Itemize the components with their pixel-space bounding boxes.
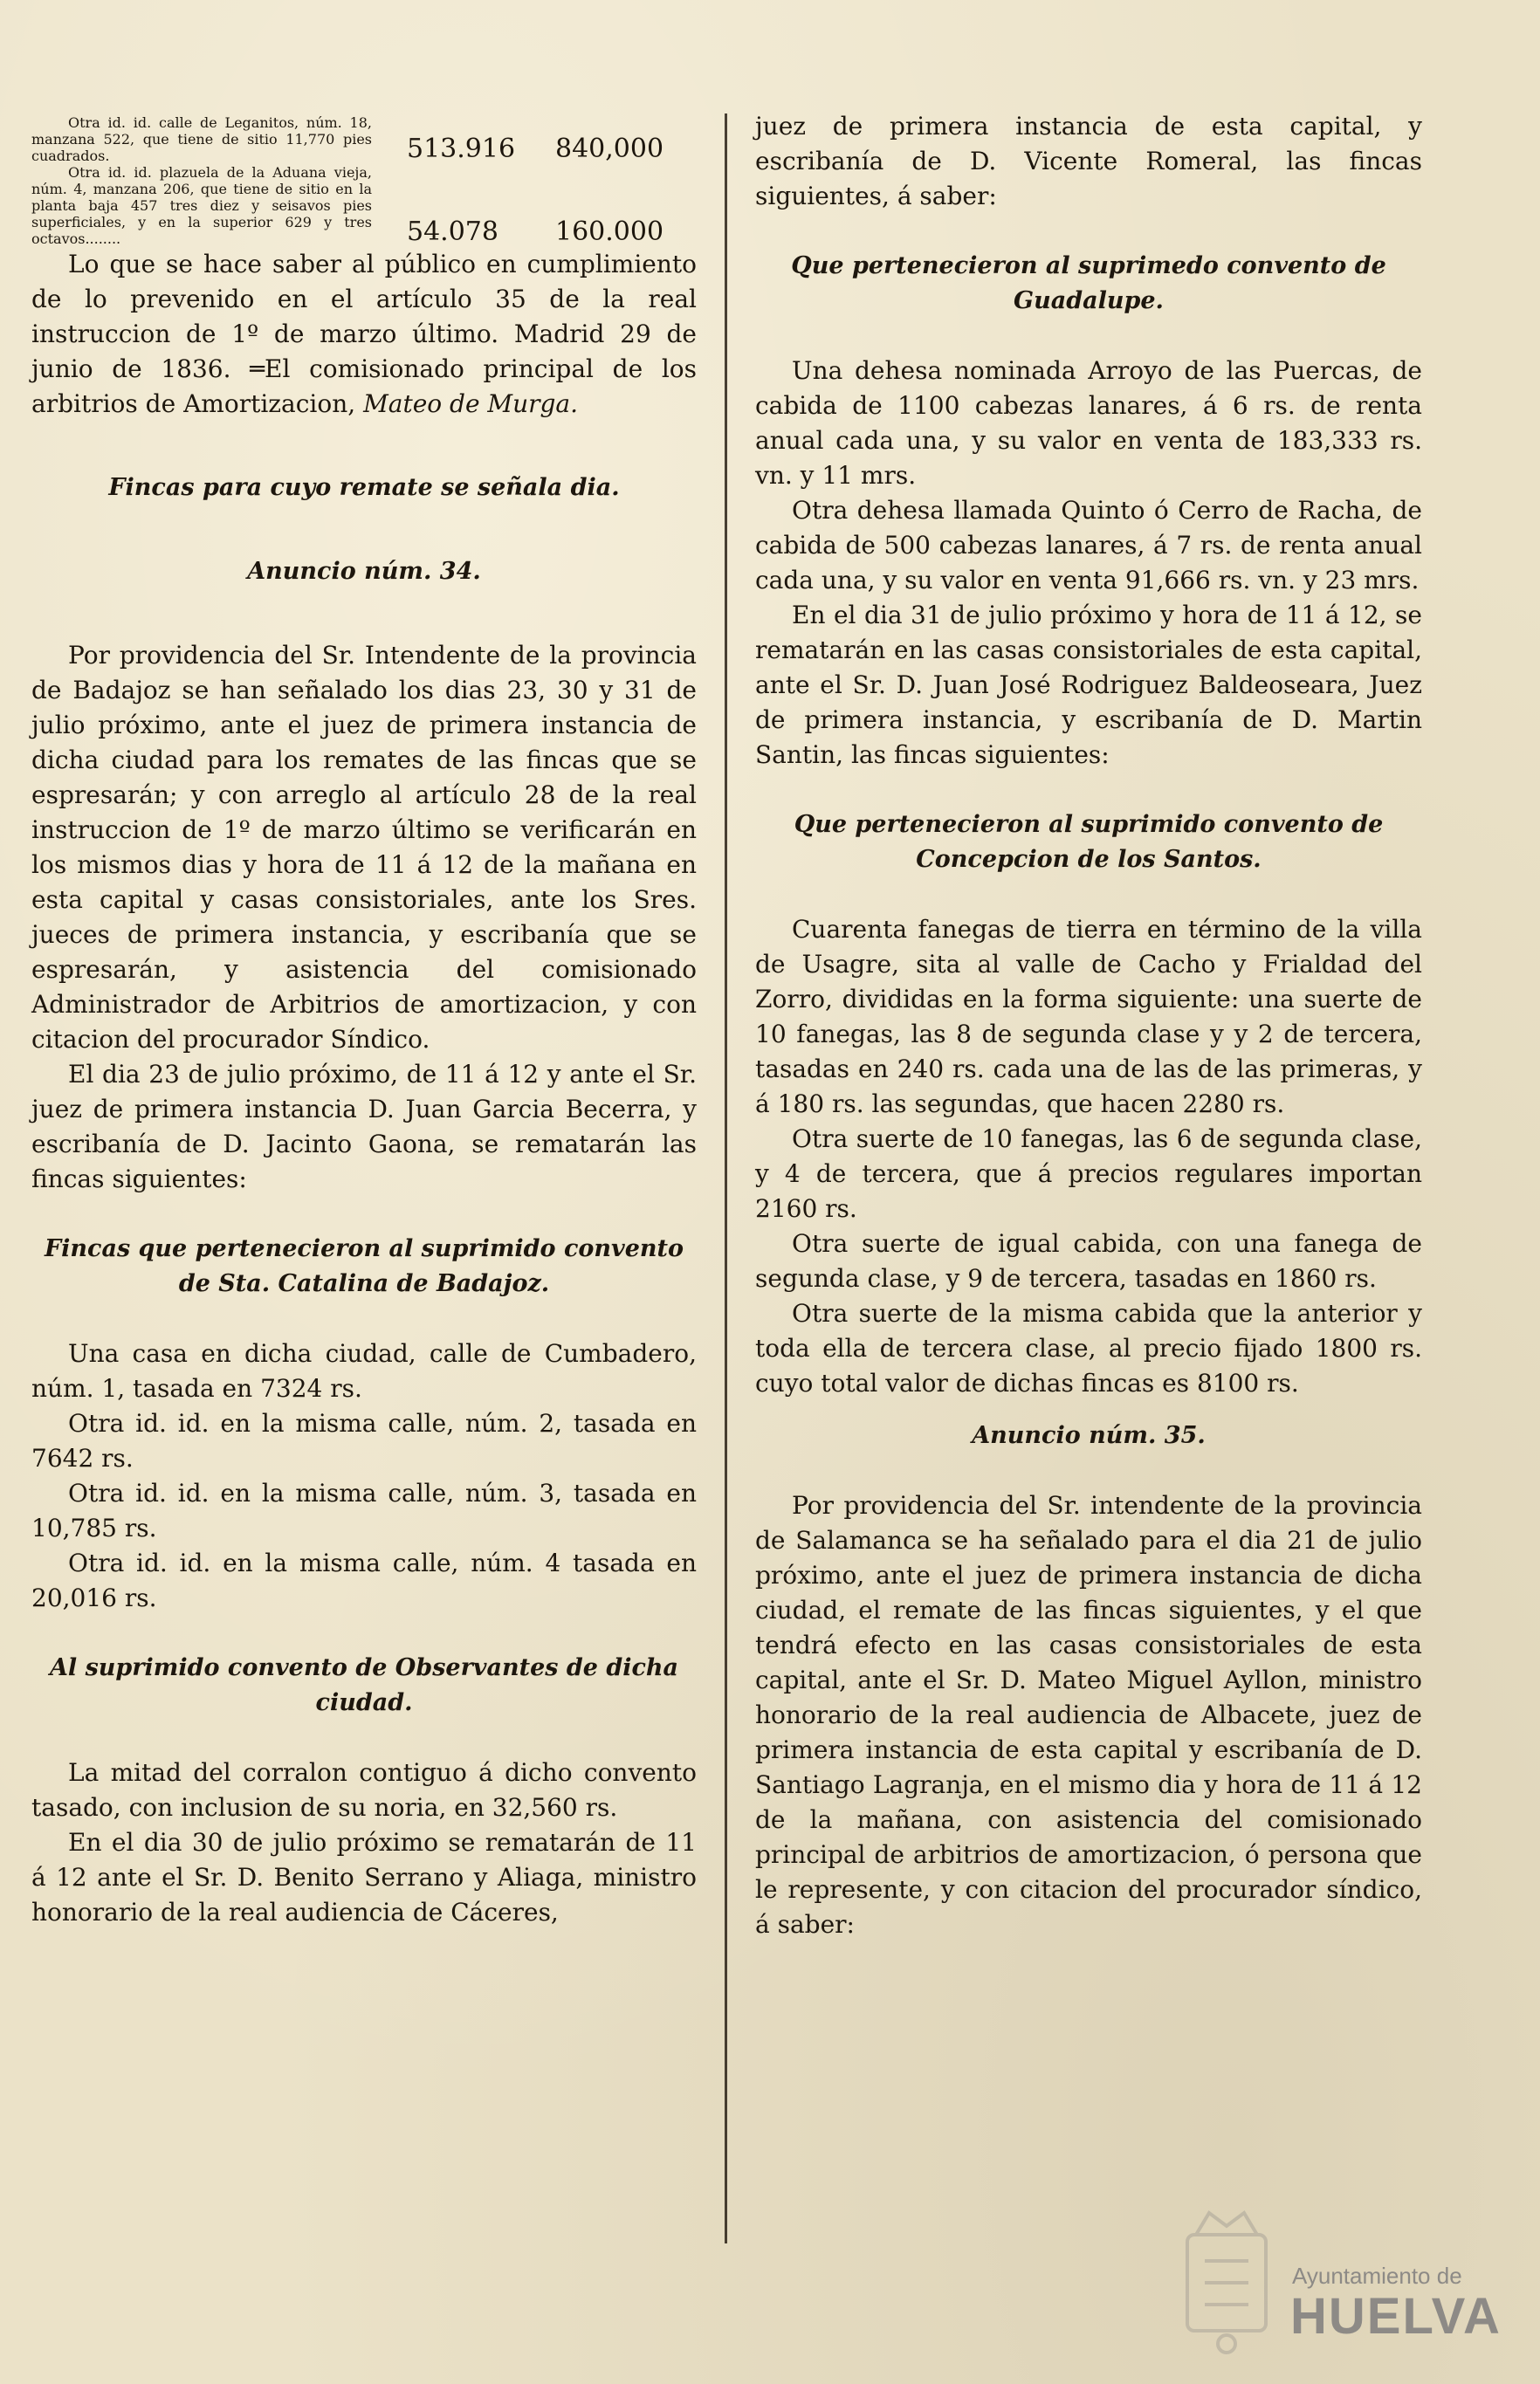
left-column (31, 109, 697, 1930)
continuation-paragraph: juez de primera instancia de esta capital, y escribanía de D. Vicente Romeral, las fincas siguientes, á saber: (755, 112, 1422, 210)
column-divider (725, 113, 727, 2243)
property-value-2: 840,000 (555, 134, 664, 164)
suerte-entry-4: Otra suerte de la misma cabida que la anterior y toda ella de tercera clase, al precio fijado 1800 rs. cuyo total valor de dichas fincas es 8100 rs. (755, 1299, 1422, 1398)
badajoz-paragraph: Por providencia del Sr. Intendente de la provincia de Badajoz se han señalado los dias 23, 30 y 31 de julio próximo, ante el juez de primera instancia de dicha ciudad para los remates de las fincas que se espresarán; y con arreglo al artículo 28 de la real instruccion de 1º de marzo último se verificarán en los mismos dias y hora de 11 á 12 de la mañana en esta capital y casas consistoriales, ante los Sres. jueces de primera instancia, y escribanía que se espresarán, y asistencia del comisionado Administrador de Arbitrios de amortizacion, y con citacion del procurador Síndico. (31, 641, 697, 1054)
dehesa-entry-1: Una dehesa nominada Arroyo de las Puercas, de cabida de 1100 cabezas lanares, á 6 rs. de renta anual cada una, y su valor en venta de 183,333 rs. vn. y 11 mrs. (755, 356, 1422, 490)
corralon-entry: La mitad del corralon contiguo á dicho convento tasado, con inclusion de su noria, en 32,560 rs. (31, 1758, 697, 1822)
concepcion-heading: Que pertenecieron al suprimido convento de Concepcion de los Santos. (794, 811, 1384, 873)
property-value-1: 54.078 (407, 216, 498, 247)
catalina-heading: Fincas que pertenecieron al suprimido convento de Sta. Catalina de Badajoz. (44, 1235, 684, 1297)
property-entry-leganitos (31, 114, 697, 164)
remate-30-julio-paragraph: En el dia 30 de julio próximo se rematarán de 11 á 12 ante el Sr. D. Benito Serrano y Aliaga, ministro honorario de la real audiencia de Cáceres, (31, 1828, 697, 1927)
fanegas-entry: Cuarenta fanegas de tierra en término de la villa de Usagre, sita al valle de Cacho y Frialdad del Zorro, divididas en la forma siguiente: una suerte de 10 fanegas, las 8 de segunda clase y y 2 de tercera, tasadas en 240 rs. cada una de las de las primeras, y á 180 rs. las segundas, que hacen 2280 rs. (755, 915, 1422, 1118)
remate-31-julio-paragraph: En el dia 31 de julio próximo y hora de 11 á 12, se rematarán en las casas consistoriales de esta capital, ante el Sr. D. Juan José Rodriguez Baldeoseara, Juez de primera instancia, y escribanía de D. Martin Santin, las fincas siguientes: (755, 601, 1422, 769)
property-entry-aduana (31, 164, 697, 247)
anuncio-35-heading: Anuncio núm. 35. (972, 1422, 1206, 1449)
notice-text: Lo que se hace saber al público en cumplimiento de lo prevenido en el artículo 35 de la real instruccion de 1º de marzo último. Madrid 29 de junio de 1836. (31, 250, 697, 383)
right-column (755, 109, 1422, 1942)
property-description: Otra id. id. calle de Leganitos, núm. 18, manzana 522, que tiene de sitio 11,770 pies cuadrados. (31, 114, 372, 164)
property-value-2: 160.000 (555, 216, 664, 247)
notice-signature-prefix: ═El comisionado principal de los arbitrios de Amortizacion, (31, 354, 697, 418)
salamanca-paragraph: Por providencia del Sr. intendente de la provincia de Salamanca se ha señalado para el dia 21 de julio próximo, ante el juez de primera instancia de dicha ciudad, el remate de las fincas siguientes, y el que tendrá efecto en las casas consistoriales de esta capital, ante el Sr. D. Mateo Miguel Ayllon, ministro honorario de la real audiencia de Albacete, juez de primera instancia de esta capital y escribanía de D. Santiago Lagranja, en el mismo dia y hora de 11 á 12 de la mañana, con asistencia del comisionado principal de arbitrios de amortizacion, ó persona que le represente, y con citacion del procurador síndico, á saber: (755, 1491, 1422, 1939)
notice-paragraph (31, 247, 697, 422)
property-value-1: 513.916 (407, 134, 516, 164)
casa-entry-2: Otra id. id. en la misma calle, núm. 2, tasada en 7642 rs. (31, 1409, 697, 1473)
anuncio-34-heading: Anuncio núm. 34. (247, 558, 481, 585)
guadalupe-heading: Que pertenecieron al suprimedo convento de Guadalupe. (791, 252, 1386, 314)
watermark-line-2: HUELVA (1290, 2288, 1502, 2345)
dehesa-entry-2: Otra dehesa llamada Quinto ó Cerro de Racha, de cabida de 500 cabezas lanares, á 7 rs. de renta anual cada una, y su valor en venta 91,666 rs. vn. y 23 mrs. (755, 496, 1422, 594)
property-description: Otra id. id. plazuela de la Aduana vieja, núm. 4, manzana 206, que tiene de sitio en la planta baja 457 tres diez y seisavos pies superficiales, y en la superior 629 y tres octavos........ (31, 164, 372, 247)
suerte-entry-2: Otra suerte de 10 fanegas, las 6 de segunda clase, y 4 de tercera, que á precios regulares importan 2160 rs. (755, 1124, 1422, 1223)
casa-entry-4: Otra id. id. en la misma calle, núm. 4 tasada en 20,016 rs. (31, 1549, 697, 1612)
suerte-entry-3: Otra suerte de igual cabida, con una fanega de segunda clase, y 9 de tercera, tasadas en 1860 rs. (755, 1229, 1422, 1293)
observantes-heading: Al suprimido convento de Observantes de dicha ciudad. (49, 1654, 679, 1716)
casa-entry-3: Otra id. id. en la misma calle, núm. 3, tasada en 10,785 rs. (31, 1479, 697, 1542)
notice-signature-name: Mateo de Murga. (363, 389, 579, 418)
remate-23-julio-paragraph: El dia 23 de julio próximo, de 11 á 12 y ante el Sr. juez de primera instancia D. Juan Garcia Becerra, y escribanía de D. Jacinto Gaona, se rematarán las fincas siguientes: (31, 1060, 697, 1193)
casa-entry-1: Una casa en dicha ciudad, calle de Cumbadero, núm. 1, tasada en 7324 rs. (31, 1339, 697, 1403)
watermark-line-1: Ayuntamiento de (1292, 2263, 1462, 2289)
section-heading: Fincas para cuyo remate se señala dia. (108, 474, 620, 501)
